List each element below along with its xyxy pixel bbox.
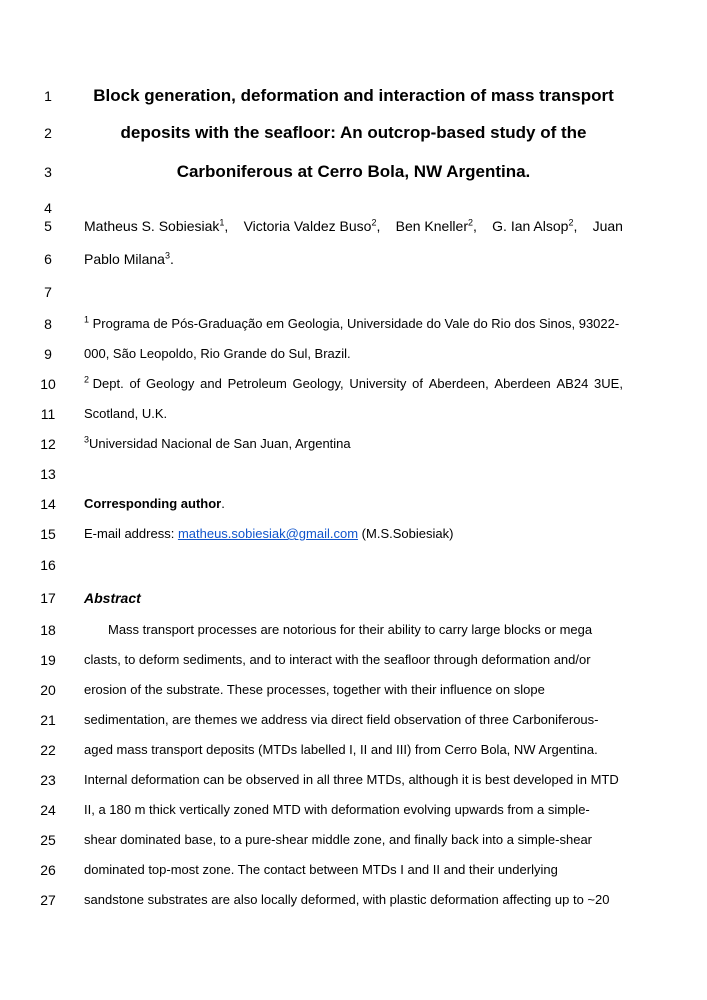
abstract-line: erosion of the substrate. These processes, together with their influence on slope bbox=[84, 682, 545, 697]
affiliation-2-continued: Scotland, U.K. bbox=[84, 406, 168, 421]
line-number: 8 bbox=[44, 316, 52, 332]
abstract-line: sedimentation, are themes we address via direct field observation of three Carboniferous- bbox=[84, 712, 599, 727]
line-number: 4 bbox=[44, 200, 52, 216]
author: Matheus S. Sobiesiak$^1$, bbox=[84, 217, 229, 234]
line-number: 11 bbox=[40, 406, 56, 422]
affiliation-2: $^2$ Dept. of Geology and Petroleum Geology, University of Aberdeen, Aberdeen AB24 3UE, bbox=[84, 374, 623, 391]
line-number: 10 bbox=[40, 376, 56, 392]
author: Juan bbox=[592, 218, 623, 234]
paper-title-line: Block generation, deformation and interaction of mass transport bbox=[93, 86, 614, 105]
abstract-line: sandstone substrates are also locally deformed, with plastic deformation affecting up to ~20 bbox=[84, 892, 610, 907]
line-number: 6 bbox=[44, 251, 52, 267]
author: Victoria Valdez Buso$^2$, bbox=[243, 217, 381, 234]
line-number: 5 bbox=[44, 218, 52, 234]
line-number: 1 bbox=[44, 88, 52, 104]
abstract-line: aged mass transport deposits (MTDs labelled I, II and III) from Cerro Bola, NW Argentina. bbox=[84, 742, 598, 757]
abstract-line: Internal deformation can be observed in all three MTDs, although it is best developed in MTD bbox=[84, 772, 619, 787]
line-number: 9 bbox=[44, 346, 52, 362]
corresponding-author: Corresponding author. bbox=[84, 496, 225, 511]
line-number: 15 bbox=[40, 526, 56, 542]
author: Ben Kneller$^2$, bbox=[395, 217, 477, 234]
line-number: 24 bbox=[40, 802, 56, 818]
email-line: E-mail address: matheus.sobiesiak@gmail.com (M.S.Sobiesiak) bbox=[84, 526, 454, 541]
affiliation-1: $^1$ Programa de Pós-Graduação em Geologia, Universidade do Vale do Rio dos Sinos, 93022- bbox=[84, 314, 620, 331]
affiliation-1-continued: 000, São Leopoldo, Rio Grande do Sul, Brazil. bbox=[84, 346, 351, 361]
author-list bbox=[84, 217, 623, 235]
line-number: 19 bbox=[40, 652, 56, 668]
paper-title-line: Carboniferous at Cerro Bola, NW Argentina. bbox=[176, 162, 531, 181]
author: G. Ian Alsop$^2$, bbox=[492, 217, 578, 234]
line-number: 23 bbox=[40, 772, 56, 788]
abstract-line: clasts, to deform sediments, and to interact with the seafloor through deformation and/or bbox=[84, 652, 591, 667]
line-number: 12 bbox=[40, 436, 56, 452]
line-number: 18 bbox=[40, 622, 56, 638]
line-number: 27 bbox=[40, 892, 56, 908]
abstract-heading: Abstract bbox=[84, 590, 141, 606]
line-number: 25 bbox=[40, 832, 56, 848]
line-number: 21 bbox=[40, 712, 56, 728]
abstract-line: Mass transport processes are notorious for their ability to carry large blocks or mega bbox=[108, 622, 593, 637]
line-number: 2 bbox=[44, 125, 52, 141]
line-number: 7 bbox=[44, 284, 52, 300]
line-number: 17 bbox=[40, 590, 56, 606]
line-number: 14 bbox=[40, 496, 56, 512]
line-number: 22 bbox=[40, 742, 56, 758]
email-link[interactable]: matheus.sobiesiak@gmail.com bbox=[177, 526, 359, 541]
line-number: 20 bbox=[40, 682, 56, 698]
abstract-line: dominated top-most zone. The contact between MTDs I and II and their underlying bbox=[84, 862, 558, 877]
abstract-line: II, a 180 m thick vertically zoned MTD with deformation evolving upwards from a simple- bbox=[84, 802, 590, 817]
affiliation-3: $^3$Universidad Nacional de San Juan, Argentina bbox=[84, 434, 351, 451]
author-list-continued: Pablo Milana$^3$. bbox=[84, 250, 174, 267]
abstract-line: shear dominated base, to a pure-shear middle zone, and finally back into a simple-shear bbox=[84, 832, 593, 847]
line-number: 13 bbox=[40, 466, 56, 482]
line-number: 16 bbox=[40, 557, 56, 573]
line-number: 26 bbox=[40, 862, 56, 878]
line-number: 3 bbox=[44, 164, 52, 180]
paper-title-line: deposits with the seafloor: An outcrop-based study of the bbox=[120, 123, 587, 142]
